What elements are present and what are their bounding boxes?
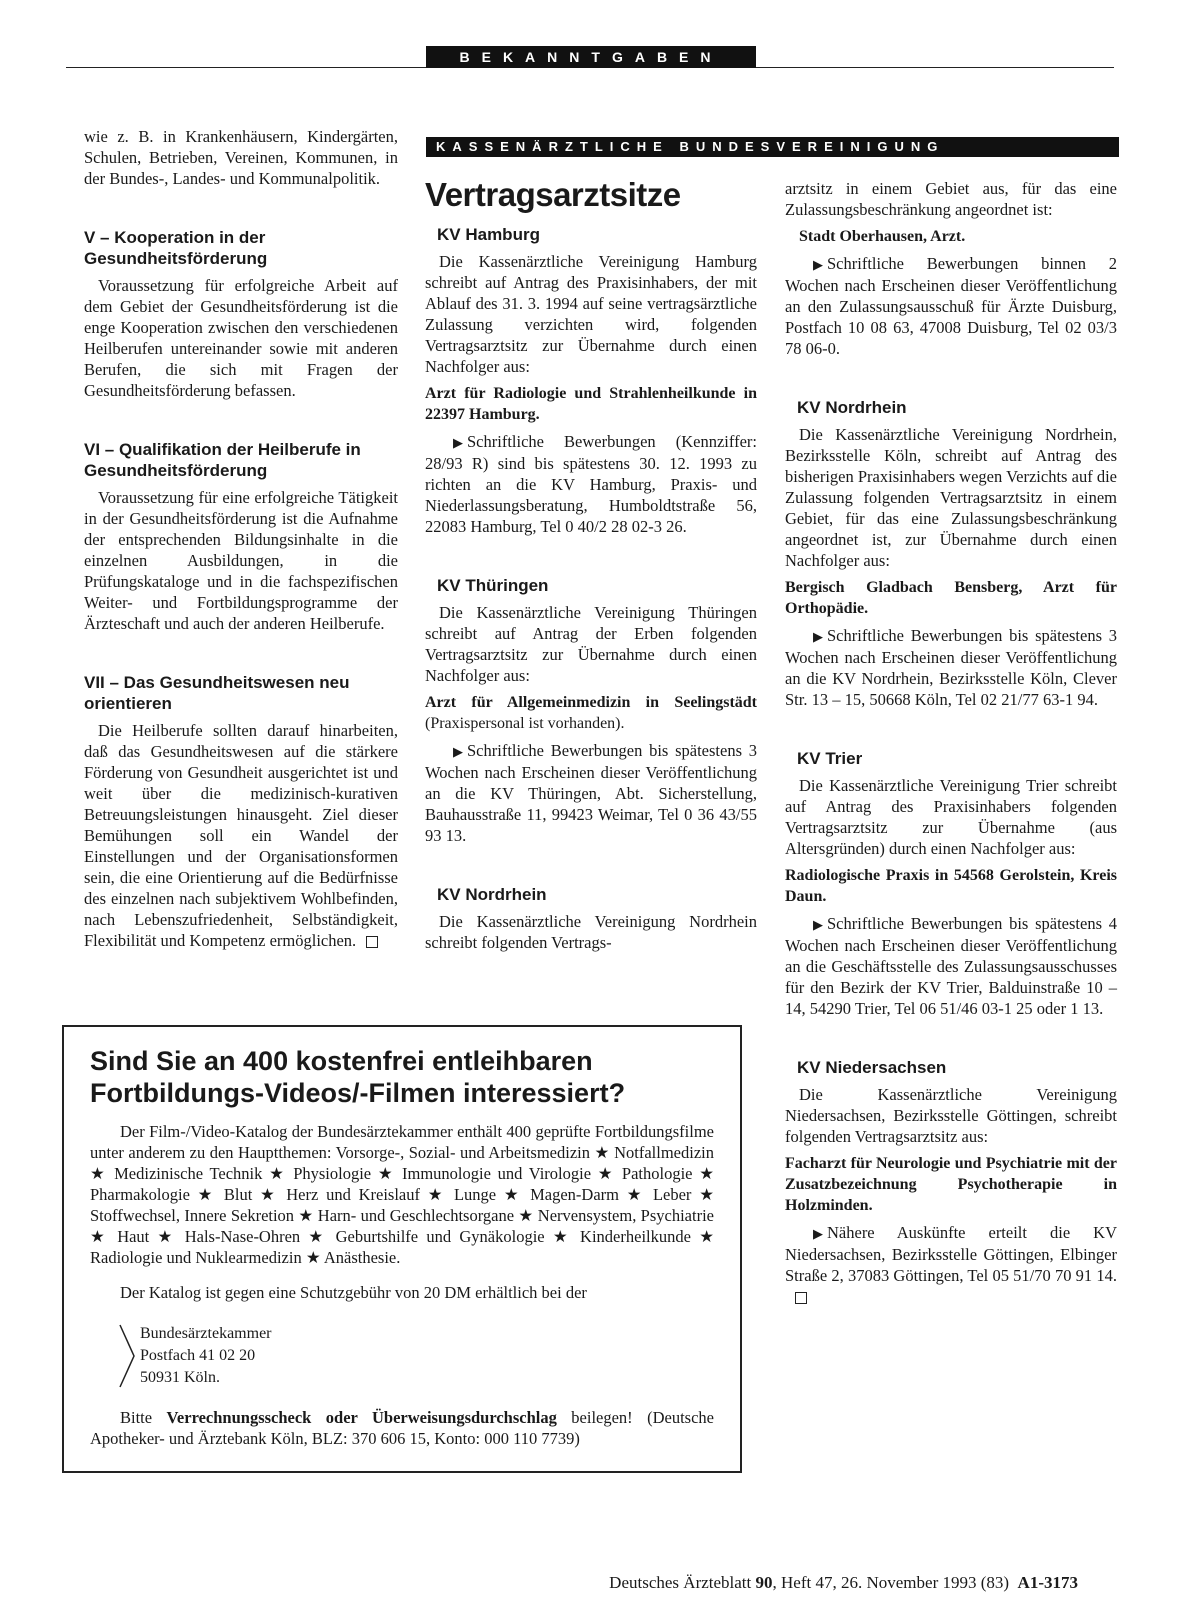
address-line: Bundesärztekammer (140, 1325, 272, 1342)
kv-nordrhein-1-heading: KV Nordrhein (437, 885, 547, 904)
end-square-icon (366, 936, 378, 948)
ad-body: Der Film-/Video-Katalog der Bundesärztekammer enthält 400 geprüfte Fortbildungsfilme unter anderem zu den Hauptthemen: Vorsorge-, Sozial- und Arbeitsmedizin ★ Notfallmedizin ★ Medizinische Technik ★ Physiologie ★ Immunologie und Virologie ★ Pathologie ★ Pharmakologie ★ Blut ★ Herz und Kreislauf ★ Lunge ★ Magen-Darm ★ Leber ★ Stoffwechsel, Innere Sekretion ★ Harn- und Geschlechtsorgane ★ Nervensystem, Psychiatrie ★ Haut ★ Hals-Nase-Ohren ★ Geburtshilfe und Gynäkologie ★ Kinderheilkunde ★ Radiologie und Nuklearmedizin ★ Anästhesie. (90, 1122, 714, 1267)
kv-thueringen-apply: ▶ Schriftliche Bewerbungen bis spätestens 3 Wochen nach Erscheinen dieser Veröffentlichung an die KV Thüringen, Abt. Sicherstellung, Bauhausstraße 11, 99423 Weimar, Tel 0 36 43/55 93 13. (425, 741, 757, 845)
column-middle (425, 176, 757, 953)
ad-address (118, 1323, 714, 1389)
kv-nordrhein-1-cont: arztsitz in einem Gebiet aus, für das eine Zulassungsbeschränkung angeordnet ist: (785, 179, 1117, 219)
kbv-banner: KASSENÄRZTLICHE BUNDESVEREINIGUNG (426, 137, 1119, 157)
kv-trier-heading: KV Trier (797, 749, 863, 768)
section-vii-text: Die Heilberufe sollten darauf hinarbeiten, daß das Gesundheitswesen auf die stärkere Förderung von Gesundheit ausgerichtet ist und weit über die medizinisch-kurativen Betreuungsleistungen hinausgeht. Ziel dieser Bemühungen soll ein Wandel der Einstellungen und der Organisationsformen sein, die eine Orientierung auf die Bedürfnisse des einzelnen nach subjektivem Wohlbefinden, nach Lebenszufriedenheit, Selbständigkeit, Flexibilität und Kompetenz ermöglichen. (84, 721, 398, 950)
section-vi-heading: VI – Qualifikation der Heilberufe in Gesundheitsförderung (84, 440, 361, 480)
address-line: Postfach 41 02 20 (140, 1347, 256, 1364)
kv-hamburg-heading: KV Hamburg (437, 225, 540, 244)
kv-trier-apply: ▶ Schriftliche Bewerbungen bis spätestens 4 Wochen nach Erscheinen dieser Veröffentlichung an die Geschäftsstelle des Zulassungsausschusses für den Bezirk der KV Trier, Balduinstraße 10 – 14, 54290 Trier, Tel 06 51/46 03-1 25 oder 1 13. (785, 914, 1117, 1018)
ad-headline: Sind Sie an 400 kostenfrei entleihbaren Fortbildungs-Videos/-Filmen interessiert? (90, 1046, 626, 1108)
page-footer: Deutsches Ärzteblatt 90, Heft 47, 26. November 1993 (83) A1-3173 (609, 1573, 1078, 1592)
kv-thueringen-text: Die Kassenärztliche Vereinigung Thüringen schreibt auf Antrag der Erben folgenden Vertragsarztsitz zur Übernahme durch einen Nachfolger aus: (425, 603, 757, 685)
kv-niedersachsen-position: Facharzt für Neurologie und Psychiatrie mit der Zusatzbezeichnung Psychotherapie in Holzminden. (785, 1155, 1117, 1214)
intro-text: wie z. B. in Krankenhäusern, Kindergärten, Schulen, Betrieben, Vereinen, Kommunen, in der Bundes-, Landes- und Kommunalpolitik. (84, 127, 398, 188)
arrow-right-icon: ▶ (453, 744, 463, 759)
kv-hamburg-text: Die Kassenärztliche Vereinigung Hamburg schreibt auf Antrag des Praxisinhabers, der mit Ablauf des 31. 3. 1994 auf seine vertragsärztliche Zulassung verzichten wird, folgenden Vertragsarztsitz zur Übernahme durch einen Nachfolger aus: (425, 252, 757, 376)
column-right (785, 178, 1117, 1307)
kv-niedersachsen-apply: ▶ Nähere Auskünfte erteilt die KV Niedersachsen, Bezirksstelle Göttingen, Elbinger Straße 2, 37083 Göttingen, Tel 05 51/70 70 91 14. (785, 1222, 1117, 1307)
arrow-right-icon: ▶ (813, 257, 823, 272)
section-vi-text: Voraussetzung für eine erfolgreiche Tätigkeit in der Gesundheitsförderung ist die Aufnahme der entsprechenden Bildungsinhalte in die einzelnen Ausbildungen, in die Prüfungskataloge und in die fachspezifischen Weiter- und Fortbildungsprogramme der Ärzteschaft und auch der anderen Heilberufe. (84, 488, 398, 633)
arrow-right-icon: ▶ (453, 435, 463, 450)
arrow-right-icon: ▶ (813, 629, 823, 644)
ad-closing: Bitte Verrechnungsscheck oder Überweisungsdurchschlag beilegen! (Deutsche Apotheker- und Ärztebank Köln, BLZ: 370 606 15, Konto: 000 110 7739) (90, 1408, 714, 1448)
kv-nordrhein-1-position: Stadt Oberhausen, Arzt. (799, 228, 966, 245)
section-v-text: Voraussetzung für erfolgreiche Arbeit auf dem Gebiet der Gesundheitsförderung ist die enge Kooperation zwischen den verschiedenen Heilberufen untereinander sowie mit anderen Berufen, die sich mit Fragen der Gesundheitsförderung befassen. (84, 276, 398, 400)
kv-nordrhein-1-text: Die Kassenärztliche Vereinigung Nordrhein schreibt folgenden Vertrags- (425, 912, 757, 952)
kv-hamburg-apply: ▶ Schriftliche Bewerbungen (Kennziffer: 28/93 R) sind bis spätestens 30. 12. 1993 zu richten an die KV Hamburg, Praxis- und Niederlassungsberatung, Humboldtstraße 56, 22083 Hamburg, Tel 0 40/2 28 02-3 26. (425, 432, 757, 536)
kv-nordrhein-2-heading: KV Nordrhein (797, 398, 907, 417)
kv-nordrhein-2-text: Die Kassenärztliche Vereinigung Nordrhein, Bezirksstelle Köln, schreibt auf Antrag des bisherigen Praxisinhabers wegen Verzichts auf die Zulassung folgenden Vertragsarztsitz in einem Gebiet, für das eine Zulassungsbeschränkung angeordnet ist, zur Übernahme durch einen Nachfolger aus: (785, 425, 1117, 570)
kv-nordrhein-2-apply: ▶ Schriftliche Bewerbungen bis spätestens 3 Wochen nach Erscheinen dieser Veröffentlichung an die KV Nordrhein, Bezirksstelle Köln, Clever Str. 13 – 15, 50668 Köln, Tel 02 21/77 63-1 94. (785, 626, 1117, 709)
kv-thueringen-heading: KV Thüringen (437, 576, 549, 595)
kv-nordrhein-1-apply: ▶ Schriftliche Bewerbungen binnen 2 Wochen nach Erscheinen dieser Veröffentlichung an den Zulassungsausschuß für Ärzte Duisburg, Postfach 10 08 63, 47008 Duisburg, Tel 02 03/3 78 06-0. (785, 254, 1117, 358)
end-square-icon (795, 1292, 807, 1304)
section-banner: BEKANNTGABEN (426, 46, 756, 68)
page-number: A1-3173 (1017, 1573, 1078, 1592)
kv-nordrhein-2-position: Bergisch Gladbach Bensberg, Arzt für Orthopädie. (785, 579, 1117, 617)
arrow-right-icon: ▶ (813, 917, 823, 932)
kv-hamburg-position: Arzt für Radiologie und Strahlenheilkunde in 22397 Hamburg. (425, 385, 757, 423)
column-left (84, 126, 398, 951)
section-v-heading: V – Kooperation in der Gesundheitsförderung (84, 228, 268, 268)
page-title: Vertragsarztsitze (425, 176, 681, 213)
section-vii-heading: VII – Das Gesundheitswesen neu orientieren (84, 673, 350, 713)
bracket-icon (118, 1323, 136, 1389)
kv-niedersachsen-heading: KV Niedersachsen (797, 1058, 947, 1077)
address-line: 50931 Köln. (140, 1369, 220, 1386)
kv-trier-position: Radiologische Praxis in 54568 Gerolstein, Kreis Daun. (785, 867, 1117, 905)
video-catalog-ad (62, 1025, 742, 1473)
arrow-right-icon: ▶ (813, 1226, 823, 1241)
kv-thueringen-position: Arzt für Allgemeinmedizin in Seelingstädt (Praxispersonal ist vorhanden). (425, 694, 757, 732)
ad-catalog-line: Der Katalog ist gegen eine Schutzgebühr von 20 DM erhältlich bei der (120, 1283, 587, 1302)
kv-niedersachsen-text: Die Kassenärztliche Vereinigung Niedersachsen, Bezirksstelle Göttingen, schreibt folgenden Vertragsarztsitz aus: (785, 1085, 1117, 1146)
kv-trier-text: Die Kassenärztliche Vereinigung Trier schreibt auf Antrag des Praxisinhabers folgenden Vertragsarztsitz zur Übernahme (aus Altersgründen) durch einen Nachfolger aus: (785, 776, 1117, 858)
